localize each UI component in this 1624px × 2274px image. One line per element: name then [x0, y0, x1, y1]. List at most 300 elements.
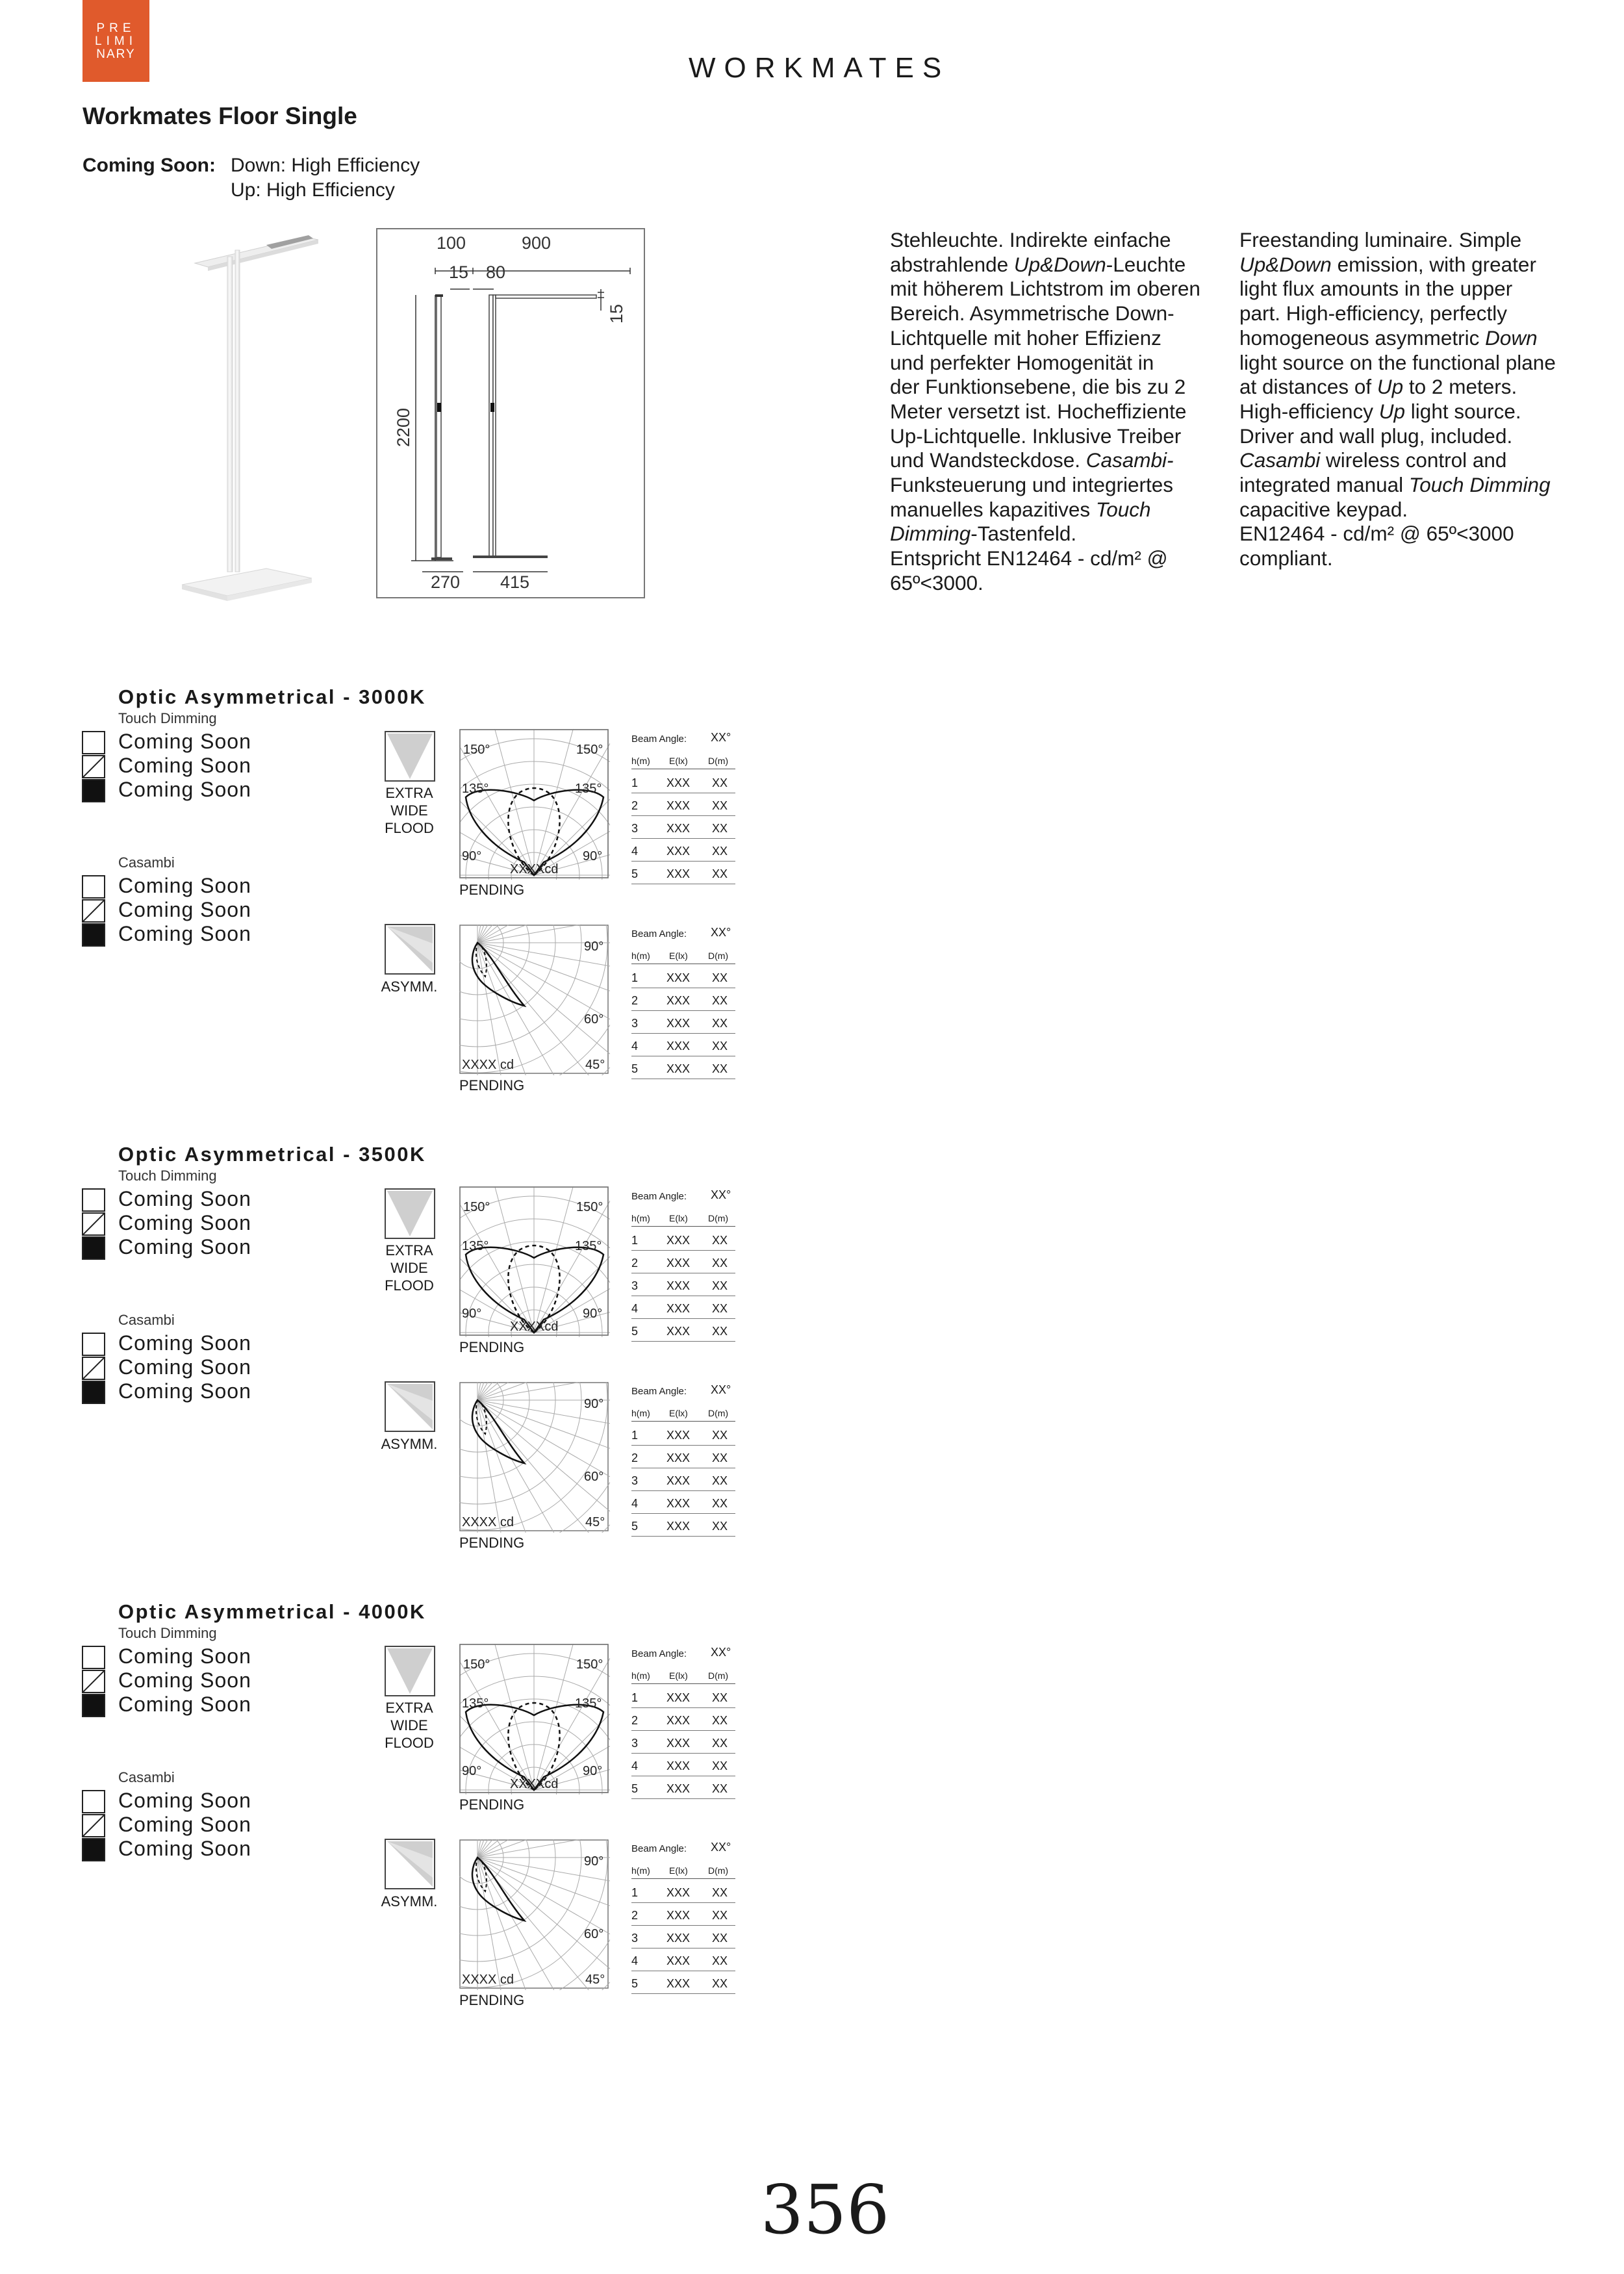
description-line [890, 448, 1215, 473]
polar-label: 45° [585, 1058, 605, 1072]
beam-table-cell: XX [712, 1325, 728, 1338]
description-english [1239, 228, 1577, 571]
polar-label: 45° [585, 1973, 605, 1987]
description-line [890, 571, 1215, 596]
beam-table-cell: XXX [666, 1234, 691, 1247]
description-emphasis: Down [1485, 326, 1538, 350]
optic-title: Optic Asymmetrical - 3000K [118, 685, 426, 708]
beam-table-cell: XXX [666, 1451, 691, 1464]
beam-table-cell: XXX [666, 1040, 691, 1053]
beam-table-cell: XX [712, 971, 728, 984]
polar-label: 90° [462, 1764, 482, 1778]
pending-label: PENDING [459, 1339, 525, 1355]
polar-label: 90° [462, 1307, 482, 1321]
asymmetric-icon [385, 1839, 437, 1891]
color-swatch [82, 779, 105, 802]
color-swatch [82, 1814, 105, 1837]
description-text: homogeneous asymmetric [1239, 326, 1486, 350]
beam-angle-label: Beam Angle: [631, 1648, 687, 1659]
beam-table-header: D(m) [708, 1213, 729, 1223]
description-emphasis: Up [1377, 375, 1404, 399]
beam-table-cell: XXX [666, 799, 691, 812]
beam-table-cell: 5 [631, 1062, 639, 1075]
preliminary-badge [82, 0, 149, 82]
beam-table-cell: XXX [666, 1759, 691, 1772]
beam-table-wide [631, 731, 735, 880]
beam-table-header: h(m) [631, 951, 650, 961]
description-text: Driver and wall plug, included. [1239, 424, 1513, 448]
beam-table-rule [631, 1925, 735, 1926]
beam-table-cell: XXX [666, 1909, 691, 1922]
beam-table-cell: XXX [666, 1302, 691, 1315]
polar-label: 150° [576, 743, 603, 757]
description-emphasis: Touch Dimming [1408, 473, 1551, 497]
beam-table-cell: 1 [631, 1886, 639, 1899]
coming-soon-label: Coming Soon: [82, 155, 216, 176]
beam-table-asymmetric [631, 1841, 735, 1990]
description-line [890, 400, 1215, 424]
description-line [1239, 301, 1577, 326]
option-coming-soon: Coming Soon [118, 1837, 251, 1860]
description-text: Stehleuchte. Indirekte einfache [890, 228, 1171, 251]
beam-table-cell: XX [712, 1302, 728, 1315]
beam-table-cell: XXX [666, 1886, 691, 1899]
beam-table-cell: 3 [631, 822, 639, 835]
polar-label: XXXX cd [462, 1973, 514, 1987]
beam-table-header: D(m) [708, 756, 729, 766]
beam-table-rule [631, 1421, 735, 1422]
polar-label: 45° [585, 1515, 605, 1529]
technical-drawing [375, 227, 648, 601]
description-text: High-efficiency [1239, 399, 1379, 423]
description-text: at distances of [1239, 375, 1377, 399]
beam-table-cell: XX [712, 1714, 728, 1727]
touch-dimming-label: Touch Dimming [118, 1168, 217, 1184]
description-line [1239, 522, 1577, 546]
beam-table-wide [631, 1188, 735, 1338]
polar-label: XXXXcd [510, 862, 559, 876]
icon-caption: WIDE [390, 802, 428, 819]
color-swatch [82, 1838, 105, 1861]
beam-table-header: h(m) [631, 756, 650, 766]
beam-table-header: E(lx) [669, 951, 688, 961]
polar-label: 135° [575, 1239, 602, 1253]
beam-table-cell: XXX [666, 1782, 691, 1795]
optic-title: Optic Asymmetrical - 4000K [118, 1600, 426, 1623]
option-coming-soon: Coming Soon [118, 1813, 251, 1836]
dim-top-left: 100 [437, 233, 466, 253]
description-text: to 2 meters. [1403, 375, 1517, 399]
description-text: Meter versetzt ist. Hocheffiziente [890, 399, 1187, 423]
beam-table-cell: 2 [631, 1257, 639, 1270]
beam-table-header: h(m) [631, 1408, 650, 1418]
beam-table-cell: XX [712, 1062, 728, 1075]
polar-label: 150° [576, 1657, 603, 1672]
beam-table-cell: XXX [666, 1497, 691, 1510]
dim-base-right: 415 [500, 572, 530, 592]
polar-label: 90° [584, 1854, 604, 1869]
beam-angle-value: XX° [711, 926, 731, 939]
description-line [1239, 400, 1577, 424]
description-line [1239, 326, 1577, 351]
description-line [1239, 253, 1577, 277]
option-coming-soon: Coming Soon [118, 1355, 251, 1379]
description-text: mit höherem Lichtstrom im oberen [890, 277, 1200, 301]
casambi-label: Casambi [118, 854, 175, 871]
beam-table-header: D(m) [708, 1408, 729, 1418]
description-line [890, 375, 1215, 400]
beam-table-cell: 3 [631, 1017, 639, 1030]
beam-table-cell: XXX [666, 1520, 691, 1533]
beam-table-asymmetric [631, 1383, 735, 1533]
color-swatch [82, 1188, 105, 1212]
option-coming-soon: Coming Soon [118, 874, 251, 897]
beam-table-cell: XX [712, 1017, 728, 1030]
option-coming-soon: Coming Soon [118, 1187, 251, 1210]
option-coming-soon: Coming Soon [118, 778, 251, 801]
description-line [890, 277, 1215, 301]
description-line [1239, 498, 1577, 522]
optic-section [0, 1143, 1624, 1591]
touch-dimming-label: Touch Dimming [118, 1625, 217, 1641]
description-emphasis: Casambi [1239, 448, 1321, 472]
description-text: wireless control and [1320, 448, 1507, 472]
beam-table-cell: 1 [631, 776, 639, 789]
beam-table-cell: XXX [666, 776, 691, 789]
description-text: Entspricht EN12464 - cd/m² @ [890, 546, 1168, 570]
beam-table-cell: 5 [631, 867, 639, 880]
description-line [1239, 351, 1577, 376]
description-emphasis: Dimming [890, 522, 971, 546]
beam-table-cell: XX [712, 799, 728, 812]
polar-label: XXXXcd [510, 1777, 559, 1791]
optic-section [0, 1600, 1624, 2049]
beam-table-cell: 5 [631, 1782, 639, 1795]
beam-table-cell: XX [712, 867, 728, 880]
icon-caption: FLOOD [385, 820, 434, 836]
option-coming-soon: Coming Soon [118, 922, 251, 945]
beam-table-header: E(lx) [669, 1213, 688, 1223]
optic-section [0, 685, 1624, 1134]
pending-label: PENDING [459, 1077, 525, 1093]
beam-table-rule [631, 1318, 735, 1319]
polar-diagram-wide [459, 729, 610, 880]
beam-table-asymmetric [631, 926, 735, 1075]
description-emphasis: Casambi- [1085, 448, 1174, 472]
icon-caption: ASYMM. [381, 978, 438, 995]
beam-table-cell: XX [712, 822, 728, 835]
description-text: Funksteuerung und integriertes [890, 473, 1174, 497]
pending-label: PENDING [459, 882, 525, 898]
beam-table-cell: 3 [631, 1932, 639, 1945]
beam-table-header: E(lx) [669, 1408, 688, 1418]
dim-side: 15 [607, 303, 626, 324]
option-coming-soon: Coming Soon [118, 730, 251, 753]
beam-angle-label: Beam Angle: [631, 734, 687, 745]
dim-height: 2200 [394, 407, 413, 447]
beam-table-cell: XXX [666, 1954, 691, 1967]
beam-table-cell: XX [712, 1977, 728, 1990]
beam-table-cell: 4 [631, 1759, 639, 1772]
beam-angle-value: XX° [711, 731, 731, 744]
beam-table-rule [631, 1490, 735, 1491]
description-line [1239, 424, 1577, 449]
polar-label: 150° [463, 743, 490, 757]
beam-angle-label: Beam Angle: [631, 1191, 687, 1202]
beam-angle-value: XX° [711, 1646, 731, 1659]
casambi-label: Casambi [118, 1312, 175, 1328]
beam-table-cell: XX [712, 1451, 728, 1464]
pending-label: PENDING [459, 1796, 525, 1813]
beam-table-cell: 4 [631, 845, 639, 858]
description-line [1239, 448, 1577, 473]
beam-table-cell: XX [712, 1497, 728, 1510]
beam-table-rule [631, 1730, 735, 1731]
beam-angle-value: XX° [711, 1383, 731, 1396]
beam-table-rule [631, 1993, 735, 1994]
color-swatch [82, 899, 105, 923]
beam-table-cell: XXX [666, 845, 691, 858]
description-text: und perfekter Homogenität in [890, 350, 1154, 374]
beam-table-cell: 2 [631, 1909, 639, 1922]
touch-dimming-label: Touch Dimming [118, 710, 217, 726]
beam-table-header: D(m) [708, 1865, 729, 1876]
beam-table-cell: XXX [666, 1062, 691, 1075]
option-coming-soon: Coming Soon [118, 1644, 251, 1668]
beam-table-header: D(m) [708, 951, 729, 961]
description-line [1239, 228, 1577, 253]
option-coming-soon: Coming Soon [118, 1235, 251, 1258]
description-text: manuelles kapazitives [890, 497, 1096, 521]
polar-diagram-asymmetric [459, 925, 610, 1075]
beam-table-cell: XX [712, 845, 728, 858]
casambi-label: Casambi [118, 1769, 175, 1785]
beam-table-cell: XX [712, 1737, 728, 1750]
beam-table-cell: XXX [666, 1714, 691, 1727]
icon-caption: ASYMM. [381, 1893, 438, 1910]
description-line [890, 301, 1215, 326]
beam-table-cell: XX [712, 1691, 728, 1704]
beam-table-cell: 3 [631, 1474, 639, 1487]
beam-table-cell: XXX [666, 1932, 691, 1945]
dim-base-left: 270 [431, 572, 461, 592]
description-text: und Wandsteckdose. [890, 448, 1086, 472]
polar-label: 90° [583, 1764, 603, 1778]
polar-label: XXXX cd [462, 1515, 514, 1529]
color-swatch [82, 731, 105, 754]
beam-angle-value: XX° [711, 1188, 731, 1201]
color-swatch [82, 1236, 105, 1260]
beam-table-rule [631, 1033, 735, 1034]
color-swatch [82, 875, 105, 899]
asymmetric-icon [385, 924, 437, 976]
polar-diagram-wide [459, 1644, 610, 1795]
polar-label: 150° [463, 1200, 490, 1214]
description-line [890, 253, 1215, 277]
description-text: 65º<3000. [890, 570, 983, 594]
beam-table-cell: XXX [666, 1325, 691, 1338]
color-swatch [82, 755, 105, 778]
asymmetric-icon [385, 1381, 437, 1433]
option-coming-soon: Coming Soon [118, 1211, 251, 1234]
color-swatch [82, 1694, 105, 1717]
beam-table-cell: XXX [666, 1429, 691, 1442]
beam-table-cell: XXX [666, 867, 691, 880]
beam-table-cell: XXX [666, 1474, 691, 1487]
beam-table-header: E(lx) [669, 1670, 688, 1681]
extra-wide-flood-icon [385, 1646, 437, 1698]
coming-soon-down: Down: High Efficiency [231, 155, 420, 176]
polar-diagram-asymmetric [459, 1839, 610, 1990]
beam-angle-label: Beam Angle: [631, 1386, 687, 1397]
description-line [890, 546, 1215, 571]
beam-table-cell: XXX [666, 1279, 691, 1292]
optic-title: Optic Asymmetrical - 3500K [118, 1143, 426, 1166]
beam-table-cell: XX [712, 1429, 728, 1442]
lamp-illustration [175, 224, 344, 607]
beam-table-cell: 3 [631, 1737, 639, 1750]
beam-table-rule [631, 1536, 735, 1537]
polar-label: 135° [575, 1696, 602, 1711]
beam-table-rule [631, 815, 735, 816]
beam-table-header: h(m) [631, 1670, 650, 1681]
description-line [1239, 375, 1577, 400]
beam-table-rule [631, 838, 735, 839]
beam-table-header: h(m) [631, 1865, 650, 1876]
badge-line: PRE [96, 21, 136, 35]
beam-table-cell: XX [712, 1474, 728, 1487]
beam-table-cell: 1 [631, 1691, 639, 1704]
polar-diagram-wide [459, 1186, 610, 1337]
beam-table-rule [631, 1010, 735, 1011]
color-swatch [82, 1333, 105, 1356]
description-line [890, 424, 1215, 449]
beam-table-rule [631, 1798, 735, 1799]
beam-table-cell: XXX [666, 822, 691, 835]
dim-top-right: 900 [522, 233, 552, 253]
beam-angle-label: Beam Angle: [631, 928, 687, 939]
polar-label: 90° [462, 849, 482, 863]
color-swatch [82, 1357, 105, 1380]
beam-table-header: h(m) [631, 1213, 650, 1223]
description-text: integrated manual [1239, 473, 1409, 497]
polar-label: 90° [584, 939, 604, 954]
beam-table-cell: 2 [631, 1714, 639, 1727]
icon-caption: EXTRA [385, 1242, 433, 1258]
option-coming-soon: Coming Soon [118, 898, 251, 921]
color-swatch [82, 1212, 105, 1236]
beam-table-cell: XX [712, 1759, 728, 1772]
beam-table-rule [631, 1683, 735, 1684]
description-german [890, 228, 1215, 596]
beam-table-cell: XX [712, 1279, 728, 1292]
beam-table-rule [631, 1445, 735, 1446]
description-line [1239, 546, 1577, 571]
badge-line: NARY [96, 47, 136, 61]
beam-table-cell: 1 [631, 1234, 639, 1247]
description-line [1239, 277, 1577, 301]
beam-table-rule [631, 1753, 735, 1754]
beam-table-cell: XXX [666, 994, 691, 1007]
polar-label: 135° [575, 782, 602, 796]
description-text: -Tastenfeld. [971, 522, 1077, 546]
description-text: capacitive keypad. [1239, 497, 1408, 521]
description-text: Bereich. Asymmetrische Down- [890, 301, 1174, 326]
description-text: Lichtquelle mit hoher Effizienz [890, 326, 1161, 350]
beam-table-header: D(m) [708, 1670, 729, 1681]
beam-table-cell: XX [712, 1909, 728, 1922]
beam-table-header: E(lx) [669, 756, 688, 766]
pending-label: PENDING [459, 1535, 525, 1551]
beam-table-cell: XXX [666, 1691, 691, 1704]
icon-caption: WIDE [390, 1260, 428, 1276]
product-title: Workmates Floor Single [82, 103, 357, 129]
color-swatch [82, 1381, 105, 1404]
polar-diagram-asymmetric [459, 1382, 610, 1533]
polar-label: 90° [583, 849, 603, 863]
beam-table-cell: XX [712, 1257, 728, 1270]
description-line [890, 326, 1215, 351]
description-text: compliant. [1239, 546, 1333, 570]
polar-label: XXXXcd [510, 1320, 559, 1334]
icon-caption: FLOOD [385, 1735, 434, 1751]
description-emphasis: Touch [1095, 497, 1151, 521]
beam-table-cell: 5 [631, 1325, 639, 1338]
icon-caption: FLOOD [385, 1277, 434, 1294]
icon-caption: ASYMM. [381, 1436, 438, 1452]
beam-table-cell: XX [712, 1040, 728, 1053]
option-coming-soon: Coming Soon [118, 1693, 251, 1716]
color-swatch [82, 1670, 105, 1693]
beam-table-rule [631, 1878, 735, 1879]
beam-table-cell: 4 [631, 1954, 639, 1967]
beam-table-rule [631, 1226, 735, 1227]
beam-table-cell: 5 [631, 1977, 639, 1990]
beam-table-header: E(lx) [669, 1865, 688, 1876]
polar-label: 90° [584, 1397, 604, 1411]
polar-label: 150° [463, 1657, 490, 1672]
description-emphasis: Up [1378, 399, 1406, 423]
beam-table-cell: 2 [631, 1451, 639, 1464]
description-text: part. High-efficiency, perfectly [1239, 301, 1508, 326]
description-text: EN12464 - cd/m² @ 65º<3000 [1239, 522, 1514, 546]
description-text: light source on the functional plane [1239, 350, 1556, 374]
beam-table-rule [631, 1513, 735, 1514]
beam-table-cell: XXX [666, 1257, 691, 1270]
description-text: emission, with greater [1331, 252, 1536, 276]
polar-label: 90° [583, 1307, 603, 1321]
beam-table-cell: XX [712, 1234, 728, 1247]
polar-label: XXXX cd [462, 1058, 514, 1072]
beam-table-cell: 3 [631, 1279, 639, 1292]
description-text: Up-Lichtquelle. Inklusive Treiber [890, 424, 1182, 448]
option-coming-soon: Coming Soon [118, 1379, 251, 1403]
beam-table-rule [631, 861, 735, 862]
description-line [890, 228, 1215, 253]
beam-table-cell: XX [712, 776, 728, 789]
beam-table-cell: XXX [666, 971, 691, 984]
beam-table-cell: 2 [631, 994, 639, 1007]
option-coming-soon: Coming Soon [118, 1668, 251, 1692]
beam-table-cell: XX [712, 1954, 728, 1967]
polar-label: 60° [584, 1927, 604, 1941]
beam-table-cell: XX [712, 1886, 728, 1899]
option-coming-soon: Coming Soon [118, 754, 251, 777]
polar-label: 60° [584, 1470, 604, 1484]
beam-table-rule [631, 1250, 735, 1251]
polar-label: 135° [462, 782, 489, 796]
description-emphasis: Up&Down [1239, 252, 1332, 276]
